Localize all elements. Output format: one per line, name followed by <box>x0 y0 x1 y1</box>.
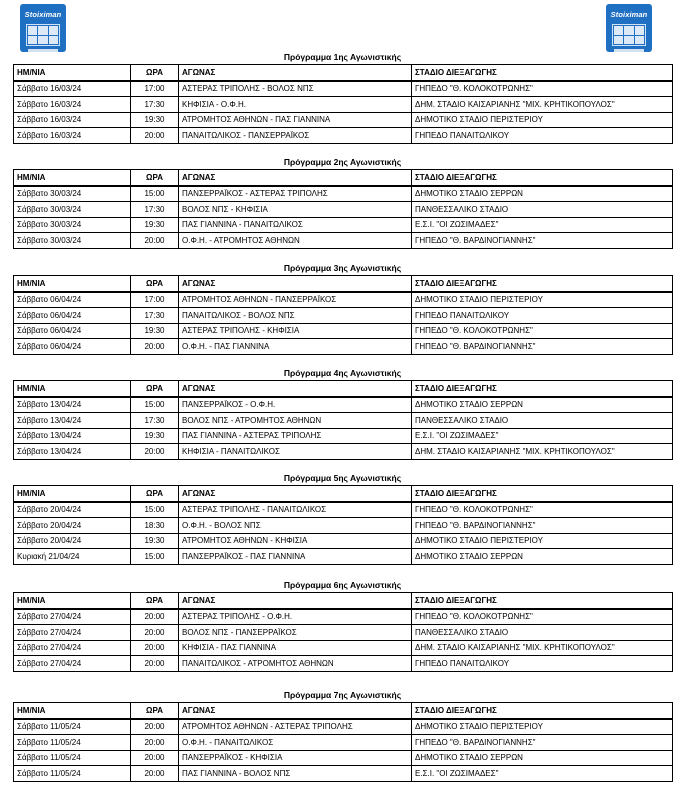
cell-date: Σάββατο 16/03/24 <box>14 81 131 97</box>
cell-match: ΑΤΡΟΜΗΤΟΣ ΑΘΗΝΩΝ - ΠΑΝΣΕΡΡΑΪΚΟΣ <box>179 292 412 308</box>
schedule-table <box>13 169 673 249</box>
schedule-table <box>13 702 673 782</box>
cell-match: ΒΟΛΟΣ ΝΠΣ - ΠΑΝΣΕΡΡΑΪΚΟΣ <box>179 625 412 641</box>
table-row <box>14 640 673 656</box>
cell-venue: ΔΗΜΟΤΙΚΟ ΣΤΑΔΙΟ ΣΕΡΡΩΝ <box>412 750 673 766</box>
cell-venue: ΔΗΜΟΤΙΚΟ ΣΤΑΔΙΟ ΠΕΡΙΣΤΕΡΙΟΥ <box>412 533 673 549</box>
header-time: ΩΡΑ <box>131 593 179 609</box>
logo-brand-text: Stoiximan <box>24 10 62 19</box>
header-venue: ΣΤΑΔΙΟ ΔΙΕΞΑΓΩΓΗΣ <box>412 486 673 502</box>
cell-venue: ΔΗΜ. ΣΤΑΔΙΟ ΚΑΙΣΑΡΙΑΝΗΣ "ΜΙΧ. ΚΡΗΤΙΚΟΠΟΥΛΟΣ" <box>412 640 673 656</box>
schedule-table <box>13 380 673 460</box>
cell-date: Σάββατο 16/03/24 <box>14 112 131 128</box>
round-title: Πρόγραμμα 3ης Αγωνιστικής <box>283 263 402 273</box>
logo-emblem-icon <box>612 24 646 46</box>
round-title: Πρόγραμμα 6ης Αγωνιστικής <box>283 580 402 590</box>
table-row <box>14 444 673 460</box>
cell-time: 20:00 <box>131 444 179 460</box>
table-row <box>14 413 673 429</box>
header-date: ΗΜ/ΝΙΑ <box>14 381 131 397</box>
table-header-row <box>14 593 673 609</box>
round-title: Πρόγραμμα 4ης Αγωνιστικής <box>283 368 402 378</box>
header-date: ΗΜ/ΝΙΑ <box>14 703 131 719</box>
table-row <box>14 609 673 625</box>
cell-venue: ΔΗΜ. ΣΤΑΔΙΟ ΚΑΙΣΑΡΙΑΝΗΣ "ΜΙΧ. ΚΡΗΤΙΚΟΠΟΥΛΟΣ" <box>412 97 673 113</box>
round-section <box>13 155 672 249</box>
cell-match: ΠΑΝΣΕΡΡΑΪΚΟΣ - ΠΑΣ ΓΙΑΝΝΙΝΑ <box>179 549 412 565</box>
cell-date: Σάββατο 20/04/24 <box>14 533 131 549</box>
cell-date: Σάββατο 06/04/24 <box>14 308 131 324</box>
cell-venue: ΓΗΠΕΔΟ "Θ. ΚΟΛΟΚΟΤΡΩΝΗΣ" <box>412 323 673 339</box>
logo-brand-text: Stoiximan <box>610 10 648 19</box>
cell-venue: Ε.Σ.Ι. "ΟΙ ΖΩΣΙΜΑΔΕΣ" <box>412 428 673 444</box>
cell-match: ΑΣΤΕΡΑΣ ΤΡΙΠΟΛΗΣ - ΚΗΦΙΣΙΑ <box>179 323 412 339</box>
cell-date: Σάββατο 30/03/24 <box>14 202 131 218</box>
cell-time: 18:30 <box>131 518 179 534</box>
cell-match: Ο.Φ.Η. - ΑΤΡΟΜΗΤΟΣ ΑΘΗΝΩΝ <box>179 233 412 249</box>
cell-date: Σάββατο 20/04/24 <box>14 502 131 518</box>
table-row <box>14 339 673 355</box>
cell-date: Σάββατο 27/04/24 <box>14 609 131 625</box>
cell-time: 15:00 <box>131 549 179 565</box>
cell-match: ΑΤΡΟΜΗΤΟΣ ΑΘΗΝΩΝ - ΚΗΦΙΣΙΑ <box>179 533 412 549</box>
table-row <box>14 233 673 249</box>
cell-date: Σάββατο 13/04/24 <box>14 444 131 460</box>
table-row <box>14 308 673 324</box>
cell-time: 20:00 <box>131 656 179 672</box>
table-row <box>14 186 673 202</box>
table-row <box>14 128 673 144</box>
header-time: ΩΡΑ <box>131 170 179 186</box>
cell-match: Ο.Φ.Η. - ΠΑΣ ΓΙΑΝΝΙΝΑ <box>179 339 412 355</box>
cell-time: 20:00 <box>131 609 179 625</box>
cell-venue: ΓΗΠΕΔΟ "Θ. ΚΟΛΟΚΟΤΡΩΝΗΣ" <box>412 609 673 625</box>
table-row <box>14 97 673 113</box>
cell-time: 20:00 <box>131 735 179 751</box>
cell-venue: Ε.Σ.Ι. "ΟΙ ΖΩΣΙΜΑΔΕΣ" <box>412 766 673 782</box>
cell-venue: ΔΗΜΟΤΙΚΟ ΣΤΑΔΙΟ ΠΕΡΙΣΤΕΡΙΟΥ <box>412 112 673 128</box>
table-header-row <box>14 65 673 81</box>
cell-venue: ΓΗΠΕΔΟ "Θ. ΚΟΛΟΚΟΤΡΩΝΗΣ" <box>412 81 673 97</box>
table-header-row <box>14 170 673 186</box>
cell-time: 20:00 <box>131 750 179 766</box>
header-time: ΩΡΑ <box>131 703 179 719</box>
cell-venue: ΔΗΜΟΤΙΚΟ ΣΤΑΔΙΟ ΣΕΡΡΩΝ <box>412 397 673 413</box>
cell-venue: Ε.Σ.Ι. "ΟΙ ΖΩΣΙΜΑΔΕΣ" <box>412 217 673 233</box>
header-venue: ΣΤΑΔΙΟ ΔΙΕΞΑΓΩΓΗΣ <box>412 703 673 719</box>
cell-time: 20:00 <box>131 339 179 355</box>
cell-match: ΒΟΛΟΣ ΝΠΣ - ΑΤΡΟΜΗΤΟΣ ΑΘΗΝΩΝ <box>179 413 412 429</box>
header-match: ΑΓΩΝΑΣ <box>179 65 412 81</box>
schedule-table <box>13 592 673 672</box>
cell-venue: ΓΗΠΕΔΟ "Θ. ΒΑΡΔΙΝΟΓΙΑΝΝΗΣ" <box>412 233 673 249</box>
schedule-table <box>13 64 673 144</box>
cell-venue: ΔΗΜΟΤΙΚΟ ΣΤΑΔΙΟ ΣΕΡΡΩΝ <box>412 186 673 202</box>
header-time: ΩΡΑ <box>131 276 179 292</box>
header-date: ΗΜ/ΝΙΑ <box>14 65 131 81</box>
cell-date: Σάββατο 11/05/24 <box>14 719 131 735</box>
round-title: Πρόγραμμα 2ης Αγωνιστικής <box>283 157 402 167</box>
cell-venue: ΓΗΠΕΔΟ ΠΑΝΑΙΤΩΛΙΚΟΥ <box>412 128 673 144</box>
cell-date: Σάββατο 11/05/24 <box>14 750 131 766</box>
cell-venue: ΠΑΝΘΕΣΣΑΛΙΚΟ ΣΤΑΔΙΟ <box>412 625 673 641</box>
table-row <box>14 656 673 672</box>
cell-time: 17:00 <box>131 292 179 308</box>
cell-date: Σάββατο 27/04/24 <box>14 625 131 641</box>
table-row <box>14 533 673 549</box>
cell-venue: ΓΗΠΕΔΟ "Θ. ΒΑΡΔΙΝΟΓΙΑΝΝΗΣ" <box>412 735 673 751</box>
header-venue: ΣΤΑΔΙΟ ΔΙΕΞΑΓΩΓΗΣ <box>412 381 673 397</box>
cell-time: 17:30 <box>131 308 179 324</box>
cell-time: 15:00 <box>131 397 179 413</box>
header-match: ΑΓΩΝΑΣ <box>179 170 412 186</box>
cell-match: ΠΑΝΣΕΡΡΑΪΚΟΣ - ΚΗΦΙΣΙΑ <box>179 750 412 766</box>
round-section <box>13 261 672 355</box>
cell-time: 19:30 <box>131 112 179 128</box>
cell-venue: ΔΗΜΟΤΙΚΟ ΣΤΑΔΙΟ ΣΕΡΡΩΝ <box>412 549 673 565</box>
cell-time: 17:30 <box>131 97 179 113</box>
table-header-row <box>14 486 673 502</box>
round-section <box>13 366 672 460</box>
header-date: ΗΜ/ΝΙΑ <box>14 593 131 609</box>
cell-date: Σάββατο 06/04/24 <box>14 323 131 339</box>
cell-time: 20:00 <box>131 766 179 782</box>
cell-venue: ΔΗΜ. ΣΤΑΔΙΟ ΚΑΙΣΑΡΙΑΝΗΣ "ΜΙΧ. ΚΡΗΤΙΚΟΠΟΥΛΟΣ" <box>412 444 673 460</box>
table-header-row <box>14 381 673 397</box>
cell-time: 15:00 <box>131 502 179 518</box>
round-title: Πρόγραμμα 5ης Αγωνιστικής <box>283 473 402 483</box>
table-header-row <box>14 276 673 292</box>
cell-date: Σάββατο 11/05/24 <box>14 766 131 782</box>
cell-date: Σάββατο 13/04/24 <box>14 428 131 444</box>
cell-match: ΑΤΡΟΜΗΤΟΣ ΑΘΗΝΩΝ - ΑΣΤΕΡΑΣ ΤΡΙΠΟΛΗΣ <box>179 719 412 735</box>
cell-time: 19:30 <box>131 217 179 233</box>
table-row <box>14 202 673 218</box>
cell-time: 17:30 <box>131 413 179 429</box>
cell-match: Ο.Φ.Η. - ΠΑΝΑΙΤΩΛΙΚΟΣ <box>179 735 412 751</box>
table-row <box>14 323 673 339</box>
cell-match: Ο.Φ.Η. - ΒΟΛΟΣ ΝΠΣ <box>179 518 412 534</box>
cell-time: 20:00 <box>131 640 179 656</box>
round-section <box>13 578 672 672</box>
table-row <box>14 518 673 534</box>
round-section <box>13 471 672 565</box>
schedule-table <box>13 485 673 565</box>
table-row <box>14 81 673 97</box>
cell-match: ΠΑΝΣΕΡΡΑΪΚΟΣ - Ο.Φ.Η. <box>179 397 412 413</box>
cell-match: ΠΑΝΑΙΤΩΛΙΚΟΣ - ΠΑΝΣΕΡΡΑΪΚΟΣ <box>179 128 412 144</box>
cell-time: 15:00 <box>131 186 179 202</box>
cell-date: Κυριακή 21/04/24 <box>14 549 131 565</box>
header-match: ΑΓΩΝΑΣ <box>179 381 412 397</box>
table-row <box>14 292 673 308</box>
header-venue: ΣΤΑΔΙΟ ΔΙΕΞΑΓΩΓΗΣ <box>412 170 673 186</box>
header-venue: ΣΤΑΔΙΟ ΔΙΕΞΑΓΩΓΗΣ <box>412 276 673 292</box>
header-time: ΩΡΑ <box>131 65 179 81</box>
table-row <box>14 217 673 233</box>
round-section <box>13 50 672 144</box>
cell-match: ΠΑΝΑΙΤΩΛΙΚΟΣ - ΑΤΡΟΜΗΤΟΣ ΑΘΗΝΩΝ <box>179 656 412 672</box>
cell-time: 20:00 <box>131 719 179 735</box>
header-time: ΩΡΑ <box>131 486 179 502</box>
cell-date: Σάββατο 27/04/24 <box>14 656 131 672</box>
cell-match: ΚΗΦΙΣΙΑ - Ο.Φ.Η. <box>179 97 412 113</box>
cell-time: 17:30 <box>131 202 179 218</box>
cell-match: ΠΑΝΑΙΤΩΛΙΚΟΣ - ΒΟΛΟΣ ΝΠΣ <box>179 308 412 324</box>
header-match: ΑΓΩΝΑΣ <box>179 276 412 292</box>
cell-venue: ΔΗΜΟΤΙΚΟ ΣΤΑΔΙΟ ΠΕΡΙΣΤΕΡΙΟΥ <box>412 719 673 735</box>
schedule-table <box>13 275 673 355</box>
cell-time: 19:30 <box>131 428 179 444</box>
league-logo-right <box>606 4 652 52</box>
table-row <box>14 549 673 565</box>
cell-venue: ΔΗΜΟΤΙΚΟ ΣΤΑΔΙΟ ΠΕΡΙΣΤΕΡΙΟΥ <box>412 292 673 308</box>
cell-venue: ΓΗΠΕΔΟ "Θ. ΒΑΡΔΙΝΟΓΙΑΝΝΗΣ" <box>412 339 673 355</box>
cell-match: ΚΗΦΙΣΙΑ - ΠΑΝΑΙΤΩΛΙΚΟΣ <box>179 444 412 460</box>
header-time: ΩΡΑ <box>131 381 179 397</box>
header-date: ΗΜ/ΝΙΑ <box>14 486 131 502</box>
cell-venue: ΓΗΠΕΔΟ ΠΑΝΑΙΤΩΛΙΚΟΥ <box>412 308 673 324</box>
round-title: Πρόγραμμα 7ης Αγωνιστικής <box>283 690 402 700</box>
cell-venue: ΓΗΠΕΔΟ ΠΑΝΑΙΤΩΛΙΚΟΥ <box>412 656 673 672</box>
cell-date: Σάββατο 13/04/24 <box>14 397 131 413</box>
cell-match: ΠΑΣ ΓΙΑΝΝΙΝΑ - ΒΟΛΟΣ ΝΠΣ <box>179 766 412 782</box>
cell-venue: ΓΗΠΕΔΟ "Θ. ΒΑΡΔΙΝΟΓΙΑΝΝΗΣ" <box>412 518 673 534</box>
cell-time: 20:00 <box>131 625 179 641</box>
cell-match: ΑΣΤΕΡΑΣ ΤΡΙΠΟΛΗΣ - Ο.Φ.Η. <box>179 609 412 625</box>
cell-match: ΠΑΣ ΓΙΑΝΝΙΝΑ - ΠΑΝΑΙΤΩΛΙΚΟΣ <box>179 217 412 233</box>
header-venue: ΣΤΑΔΙΟ ΔΙΕΞΑΓΩΓΗΣ <box>412 65 673 81</box>
header-date: ΗΜ/ΝΙΑ <box>14 276 131 292</box>
cell-date: Σάββατο 30/03/24 <box>14 233 131 249</box>
header-match: ΑΓΩΝΑΣ <box>179 593 412 609</box>
cell-match: ΠΑΣ ΓΙΑΝΝΙΝΑ - ΑΣΤΕΡΑΣ ΤΡΙΠΟΛΗΣ <box>179 428 412 444</box>
header-match: ΑΓΩΝΑΣ <box>179 486 412 502</box>
cell-match: ΑΣΤΕΡΑΣ ΤΡΙΠΟΛΗΣ - ΒΟΛΟΣ ΝΠΣ <box>179 81 412 97</box>
header-date: ΗΜ/ΝΙΑ <box>14 170 131 186</box>
header-match: ΑΓΩΝΑΣ <box>179 703 412 719</box>
cell-match: ΑΤΡΟΜΗΤΟΣ ΑΘΗΝΩΝ - ΠΑΣ ΓΙΑΝΝΙΝΑ <box>179 112 412 128</box>
table-header-row <box>14 703 673 719</box>
cell-date: Σάββατο 30/03/24 <box>14 186 131 202</box>
league-logo-left <box>20 4 66 52</box>
table-row <box>14 750 673 766</box>
cell-venue: ΓΗΠΕΔΟ "Θ. ΚΟΛΟΚΟΤΡΩΝΗΣ" <box>412 502 673 518</box>
table-row <box>14 397 673 413</box>
cell-match: ΠΑΝΣΕΡΡΑΪΚΟΣ - ΑΣΤΕΡΑΣ ΤΡΙΠΟΛΗΣ <box>179 186 412 202</box>
cell-date: Σάββατο 16/03/24 <box>14 97 131 113</box>
cell-match: ΑΣΤΕΡΑΣ ΤΡΙΠΟΛΗΣ - ΠΑΝΑΙΤΩΛΙΚΟΣ <box>179 502 412 518</box>
cell-date: Σάββατο 06/04/24 <box>14 292 131 308</box>
header-venue: ΣΤΑΔΙΟ ΔΙΕΞΑΓΩΓΗΣ <box>412 593 673 609</box>
cell-venue: ΠΑΝΘΕΣΣΑΛΙΚΟ ΣΤΑΔΙΟ <box>412 202 673 218</box>
table-row <box>14 112 673 128</box>
cell-time: 20:00 <box>131 233 179 249</box>
table-row <box>14 428 673 444</box>
cell-date: Σάββατο 11/05/24 <box>14 735 131 751</box>
round-title: Πρόγραμμα 1ης Αγωνιστικής <box>283 52 402 62</box>
cell-venue: ΠΑΝΘΕΣΣΑΛΙΚΟ ΣΤΑΔΙΟ <box>412 413 673 429</box>
cell-time: 17:00 <box>131 81 179 97</box>
cell-date: Σάββατο 13/04/24 <box>14 413 131 429</box>
table-row <box>14 735 673 751</box>
table-row <box>14 625 673 641</box>
logo-emblem-icon <box>26 24 60 46</box>
table-row <box>14 502 673 518</box>
cell-date: Σάββατο 16/03/24 <box>14 128 131 144</box>
cell-date: Σάββατο 27/04/24 <box>14 640 131 656</box>
cell-date: Σάββατο 30/03/24 <box>14 217 131 233</box>
cell-time: 20:00 <box>131 128 179 144</box>
cell-time: 19:30 <box>131 323 179 339</box>
table-row <box>14 766 673 782</box>
cell-date: Σάββατο 06/04/24 <box>14 339 131 355</box>
cell-time: 19:30 <box>131 533 179 549</box>
cell-match: ΒΟΛΟΣ ΝΠΣ - ΚΗΦΙΣΙΑ <box>179 202 412 218</box>
round-section <box>13 688 672 782</box>
cell-date: Σάββατο 20/04/24 <box>14 518 131 534</box>
cell-match: ΚΗΦΙΣΙΑ - ΠΑΣ ΓΙΑΝΝΙΝΑ <box>179 640 412 656</box>
table-row <box>14 719 673 735</box>
